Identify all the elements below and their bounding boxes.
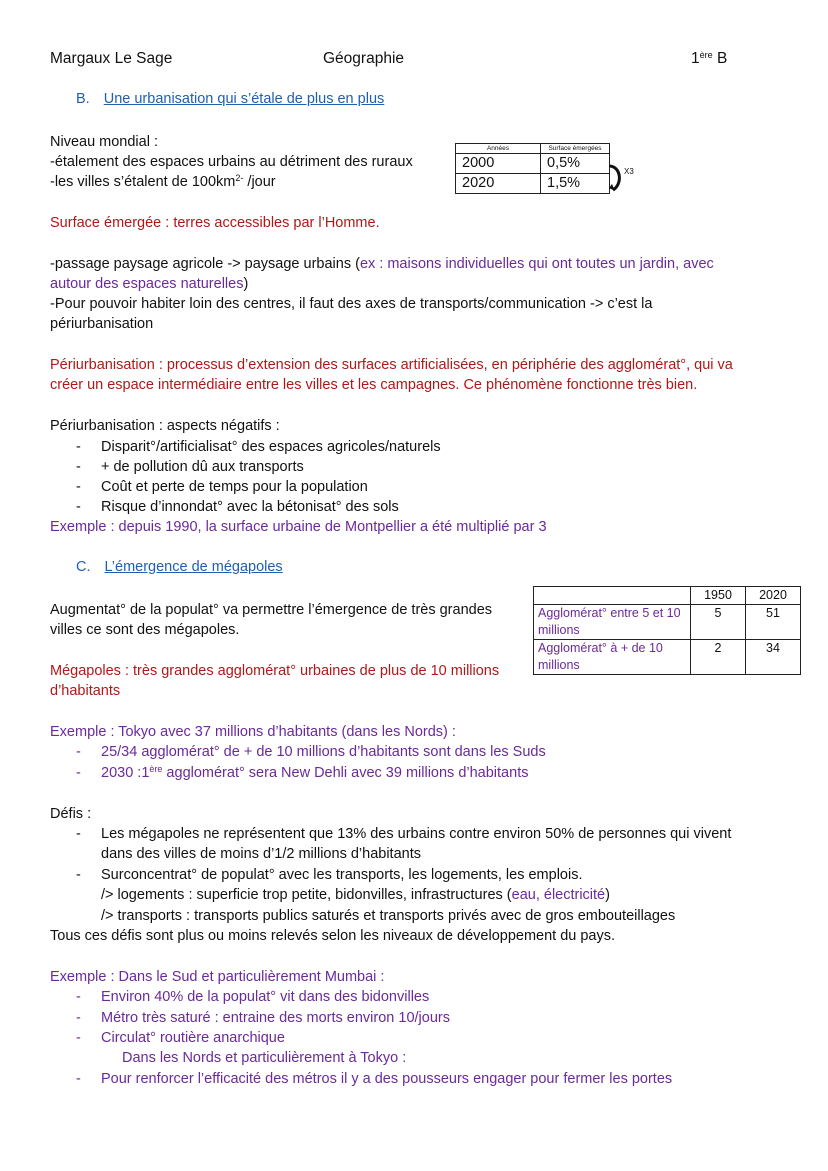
table-corner <box>534 587 691 605</box>
surface-table <box>455 143 610 194</box>
logements-line <box>101 885 610 905</box>
section-c-title: L’émergence de mégapoles <box>104 559 283 575</box>
list-bullet: - <box>76 1030 81 1046</box>
agglomeration-table <box>533 586 801 675</box>
logements-close: ) <box>605 887 610 903</box>
passage-close: ) <box>243 276 249 292</box>
list-bullet: - <box>76 499 81 515</box>
table-cell: 2020 <box>456 174 541 194</box>
table-row-label: Agglomérat° à + de 10 millions <box>534 640 691 675</box>
class-letter: B <box>712 50 728 67</box>
table-header-surface: Surface émergées <box>541 144 610 154</box>
mumbai-example: Exemple : Dans le Sud et particulièrement Mumbai : <box>50 969 385 985</box>
table-cell: 51 <box>746 605 801 640</box>
table-header-row <box>456 144 610 154</box>
subject-title: Géographie <box>323 50 405 67</box>
tokyo-example: Exemple : Tokyo avec 37 millions d’habitants (dans les Nords) : <box>50 724 456 740</box>
list-item: Risque d’innondat° avec la bétonisat° des sols <box>101 499 399 515</box>
niveau-mondial-label: Niveau mondial : <box>50 134 158 150</box>
list-bullet: - <box>76 867 81 883</box>
table-header-1950: 1950 <box>691 587 746 605</box>
list-bullet: - <box>76 459 81 475</box>
villes-etalent-text: -les villes s’étalent de 100km <box>50 174 236 190</box>
passage-example-cont: autour des espaces naturelles <box>50 276 244 292</box>
list-bullet: - <box>76 744 81 760</box>
table-cell: 5 <box>691 605 746 640</box>
transports-line: /> transports : transports publics saturés et transports privés avec de gros embouteillages <box>101 908 676 924</box>
new-dehli-text-a: 2030 :1 <box>101 765 150 781</box>
list-item: Les mégapoles ne représentent que 13% des urbains contre environ 50% de personnes qui vivent <box>101 826 732 842</box>
table-cell: 34 <box>746 640 801 675</box>
list-bullet: - <box>76 1071 81 1087</box>
class-label <box>691 50 727 68</box>
section-b-title: Une urbanisation qui s’étale de plus en plus <box>103 91 385 107</box>
defis-title: Défis : <box>50 806 92 822</box>
list-item: 25/34 agglomérat° de + de 10 millions d’habitants sont dans les Suds <box>101 744 546 760</box>
list-bullet: - <box>76 826 81 842</box>
logements-text: /> logements : superficie trop petite, bidonvilles, infrastructures ( <box>101 887 512 903</box>
passage-line-2 <box>50 274 248 294</box>
table-row <box>534 640 801 675</box>
table-cell: 2000 <box>456 154 541 174</box>
per-day-text: /jour <box>243 174 276 190</box>
table-header-row <box>534 587 801 605</box>
list-bullet: - <box>76 1010 81 1026</box>
transport-line-1: -Pour pouvoir habiter loin des centres, il faut des axes de transports/communication -> c’est la <box>50 296 653 312</box>
megapoles-intro-2: villes ce sont des mégapoles. <box>50 622 240 638</box>
first-superscript: ère <box>149 764 163 774</box>
table-row <box>534 605 801 640</box>
table-row <box>456 154 610 174</box>
list-item <box>101 763 528 783</box>
nords-tokyo-line: Dans les Nords et particulièrement à Tokyo : <box>122 1050 407 1066</box>
list-item: Surconcentrat° de populat° avec les transports, les logements, les emplois. <box>101 867 583 883</box>
class-number: 1 <box>691 50 700 67</box>
table-cell: 0,5% <box>541 154 610 174</box>
montpellier-example: Exemple : depuis 1990, la surface urbaine de Montpellier a été multiplié par 3 <box>50 519 547 535</box>
table-row <box>456 174 610 194</box>
table-cell: 2 <box>691 640 746 675</box>
section-b-letter: B. <box>76 91 90 107</box>
list-item: Disparit°/artificialisat° des espaces agricoles/naturels <box>101 439 441 455</box>
list-item: Pour renforcer l’efficacité des métros il y a des pousseurs engager pour fermer les portes <box>101 1071 673 1087</box>
villes-etalent-line <box>50 172 276 192</box>
table-header-2020: 2020 <box>746 587 801 605</box>
periurbanisation-definition-2: créer un espace intermédiaire entre les villes et les campagnes. Ce phénomène fonctionne très bien. <box>50 377 698 393</box>
logements-example: eau, électricité <box>511 887 606 903</box>
km2-superscript: 2- <box>235 173 244 183</box>
list-item: Coût et perte de temps pour la population <box>101 479 368 495</box>
student-name: Margaux Le Sage <box>50 50 173 67</box>
list-bullet: - <box>76 439 81 455</box>
section-b-heading <box>76 91 384 107</box>
section-c-heading <box>76 559 283 575</box>
transport-line-2: périurbanisation <box>50 316 154 332</box>
list-bullet: - <box>76 765 81 781</box>
multiplier-arrow-icon <box>607 160 627 196</box>
megapoles-intro-1: Augmentat° de la populat° va permettre l’émergence de très grandes <box>50 602 493 618</box>
list-item: Circulat° routière anarchique <box>101 1030 285 1046</box>
list-item: Métro très saturé : entraine des morts environ 10/jours <box>101 1010 450 1026</box>
passage-text: -passage paysage agricole -> paysage urbains ( <box>50 256 360 272</box>
list-item: + de pollution dû aux transports <box>101 459 304 475</box>
multiplier-label: X3 <box>624 167 634 176</box>
megapoles-definition-2: d’habitants <box>50 683 121 699</box>
table-row-label: Agglomérat° entre 5 et 10 millions <box>534 605 691 640</box>
passage-line-1 <box>50 254 714 274</box>
megapoles-definition-1: Mégapoles : très grandes agglomérat° urbaines de plus de 10 millions <box>50 663 500 679</box>
list-bullet: - <box>76 989 81 1005</box>
list-item: Environ 40% de la populat° vit dans des bidonvilles <box>101 989 430 1005</box>
section-c-letter: C. <box>76 559 91 575</box>
list-item-cont: dans des villes de moins d’1/2 millions d’habitants <box>101 846 421 862</box>
periurbanisation-definition-1: Périurbanisation : processus d’extension des surfaces artificialisées, en périphérie des agglomérat°, qui va <box>50 357 733 373</box>
table-cell: 1,5% <box>541 174 610 194</box>
etalement-line: -étalement des espaces urbains au détriment des ruraux <box>50 154 413 170</box>
passage-example: ex : maisons individuelles qui ont toutes un jardin, avec <box>359 256 714 272</box>
list-bullet: - <box>76 479 81 495</box>
class-suffix: ère <box>699 50 713 60</box>
negative-aspects-title: Périurbanisation : aspects négatifs : <box>50 418 280 434</box>
surface-definition: Surface émergée : terres accessibles par l’Homme. <box>50 215 380 231</box>
table-header-annees: Années <box>456 144 541 154</box>
defis-conclusion: Tous ces défis sont plus ou moins relevés selon les niveaux de développement du pays. <box>50 928 616 944</box>
new-dehli-text-b: agglomérat° sera New Dehli avec 39 millions d’habitants <box>162 765 529 781</box>
